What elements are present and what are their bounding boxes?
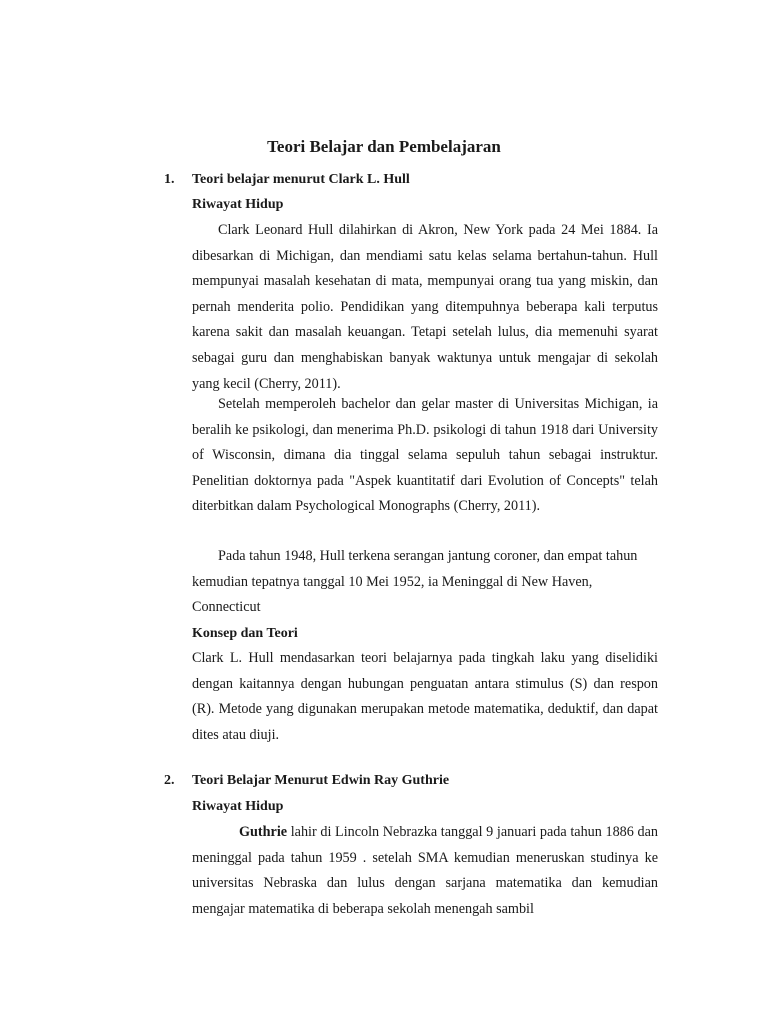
section-1-heading: Teori belajar menurut Clark L. Hull (192, 172, 410, 187)
section-1-paragraph-4: Clark L. Hull mendasarkan teori belajarnya pada tingkah laku yang diselidiki dengan kaitannya dengan hubungan penguatan antara stimulus (S) dan respon (R). Metode yang digunakan merupakan metode matematika, deduktif, dan dapat dites atau diuji. (192, 650, 658, 743)
section-2-heading: Teori Belajar Menurut Edwin Ray Guthrie (192, 773, 450, 788)
section-2-subheading-riwayat: Riwayat Hidup (192, 799, 284, 814)
section-2-paragraph-1 (192, 820, 658, 922)
section-1-subheading-konsep: Konsep dan Teori (192, 626, 298, 641)
section-1-paragraph-1: Clark Leonard Hull dilahirkan di Akron, New York pada 24 Mei 1884. Ia dibesarkan di Michigan, dan mendiami satu kelas selama bertahun-tahun. Hull mempunyai masalah kesehatan di mata, mempunyai orang tua yang miskin, dan pernah menderita polio. Pendidikan yang ditempuhnya beberapa kali terputus karena sakit dan masalah keuangan. Tetapi setelah lulus, dia memenuhi syarat sebagai guru dan menghabiskan banyak waktunya untuk mengajar di sekolah yang kecil (Cherry, 2011). (192, 222, 658, 392)
section-2-paragraph-1-text: lahir di Lincoln Nebrazka tanggal 9 januari pada tahun 1886 dan meninggal pada tahun 1959 . setelah SMA kemudian meneruskan studinya ke universitas Nebraska dan lulus dengan sarjana matematika dan kemudian mengajar matematika di beberapa sekolah menengah sambil (192, 824, 658, 917)
page-title: Teori Belajar dan Pembelajaran (267, 137, 501, 156)
section-1-paragraph-2: Setelah memperoleh bachelor dan gelar master di Universitas Michigan, ia beralih ke psikologi, dan menerima Ph.D. psikologi di tahun 1918 dari University of Wisconsin, dimana dia tinggal selama sepuluh tahun sebagai instruktur. Penelitian doktornya pada "Aspek kuantitatif dari Evolution of Concepts" telah diterbitkan dalam Psychological Monographs (Cherry, 2011). (192, 396, 658, 515)
guthrie-name: Guthrie (239, 824, 288, 840)
section-1-subheading-riwayat: Riwayat Hidup (192, 197, 284, 212)
section-2-number: 2. (164, 773, 175, 788)
section-1-paragraph-3: Pada tahun 1948, Hull terkena serangan jantung coroner, dan empat tahun kemudian tepatnya tanggal 10 Mei 1952, ia Meninggal di New Haven, Connecticut (192, 548, 638, 616)
section-1-number: 1. (164, 172, 175, 187)
